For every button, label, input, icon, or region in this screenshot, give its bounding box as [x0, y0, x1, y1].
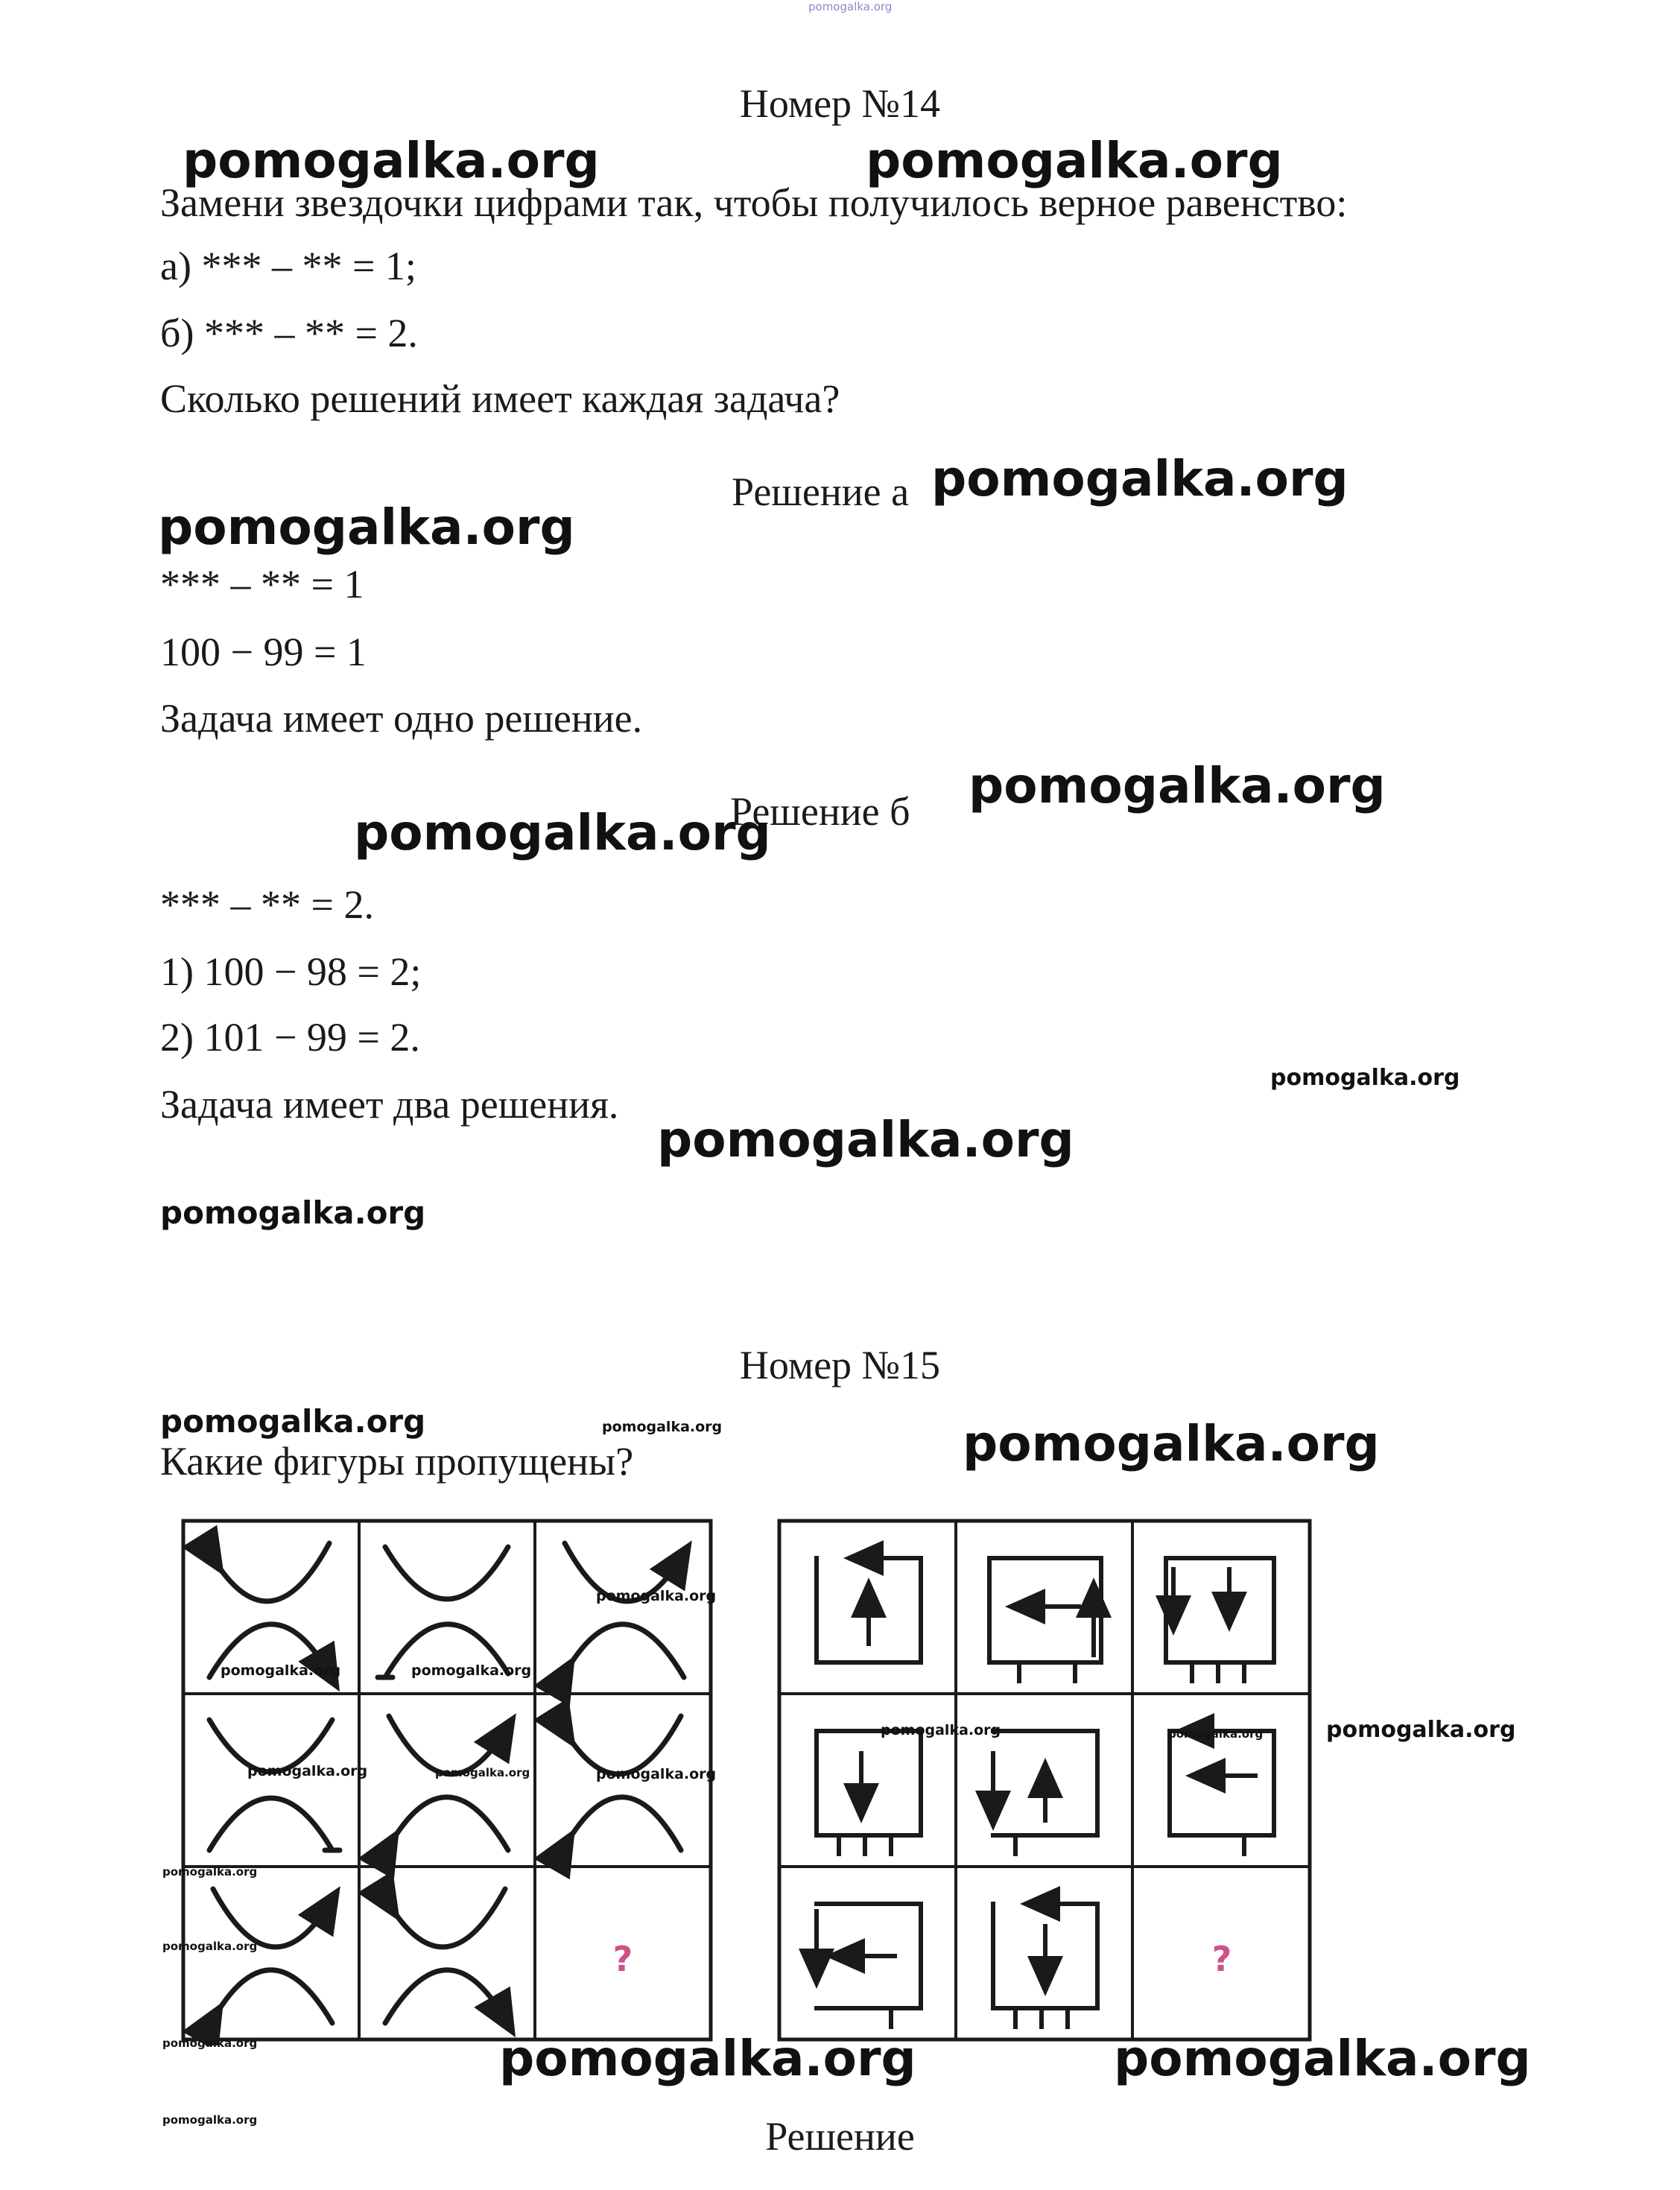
watermark-text: pomogalka.org — [866, 132, 1283, 189]
watermark-text: pomogalka.org — [183, 132, 600, 189]
solution-a-line: Задача имеет одно решение. — [160, 696, 643, 741]
watermark-text: pomogalka.org — [1168, 1727, 1264, 1741]
watermark-text: pomogalka.org — [162, 1940, 258, 1953]
squares-puzzle-grid — [775, 1516, 1315, 2045]
watermark-text: pomogalka.org — [596, 1766, 717, 1782]
arc-cell — [378, 1547, 508, 1677]
solution-b-line: *** – ** = 2. — [160, 882, 374, 927]
square-cell — [989, 1558, 1101, 1681]
square-cell — [993, 1904, 1097, 2027]
watermark-text: pomogalka.org — [162, 2036, 258, 2050]
watermark-text: pomogalka.org — [1114, 2030, 1531, 2087]
task-question: Сколько решений имеет каждая задача? — [160, 376, 840, 421]
solution-a-line: 100 − 99 = 1 — [160, 630, 367, 674]
top-watermark: pomogalka.org — [808, 0, 893, 13]
task-item-a: а) *** – ** = 1; — [160, 244, 416, 288]
square-cell — [1168, 1727, 1274, 1854]
watermark-text: pomogalka.org — [158, 499, 575, 556]
solution-a-line: *** – ** = 1 — [160, 562, 364, 607]
missing-figure-question-mark: ? — [1211, 1939, 1232, 1979]
solution-b-heading: Решение б — [730, 789, 910, 834]
watermark-text: pomogalka.org — [602, 1419, 723, 1435]
arc-cell — [565, 1716, 681, 1850]
watermark-text: pomogalka.org — [881, 1722, 1001, 1738]
solution-b-line: 1) 100 − 98 = 2; — [160, 949, 422, 994]
problem-14-heading: Номер №14 — [739, 81, 941, 126]
square-cell — [817, 1558, 921, 1662]
watermark-text: pomogalka.org — [160, 1194, 426, 1231]
watermark-text: pomogalka.org — [435, 1766, 530, 1779]
watermark-text: pomogalka.org — [1326, 1717, 1516, 1743]
watermark-text: pomogalka.org — [931, 450, 1348, 507]
problem-15-task: Какие фигуры пропущены? — [160, 1439, 634, 1484]
square-cell — [817, 1731, 921, 1854]
watermark-text: pomogalka.org — [963, 1415, 1380, 1472]
watermark-text: pomogalka.org — [596, 1588, 717, 1604]
solution-a-heading: Решение а — [732, 469, 910, 514]
square-cell — [817, 1904, 921, 2027]
watermark-text: pomogalka.org — [499, 2030, 916, 2087]
arc-cell — [209, 1543, 329, 1677]
watermark-text: pomogalka.org — [160, 1403, 426, 1440]
arc-cell — [565, 1543, 684, 1677]
watermark-text: pomogalka.org — [162, 2113, 258, 2127]
watermark-text: pomogalka.org — [162, 1865, 258, 1879]
watermark-text: pomogalka.org — [657, 1111, 1074, 1168]
square-cell — [1166, 1558, 1274, 1681]
solution-b-line: Задача имеет два решения. — [160, 1082, 619, 1127]
arc-cell — [209, 1720, 340, 1850]
arc-cell — [389, 1716, 508, 1850]
watermark-text: pomogalka.org — [411, 1662, 532, 1679]
watermark-text: pomogalka.org — [247, 1763, 368, 1779]
square-cell — [993, 1731, 1097, 1854]
missing-figure-question-mark: ? — [612, 1939, 633, 1979]
task-text: Замени звездочки цифрами так, чтобы получилось верное равенство: — [160, 180, 1348, 225]
watermark-text: pomogalka.org — [354, 804, 771, 861]
watermark-text: pomogalka.org — [1270, 1065, 1460, 1091]
arc-cell — [213, 1889, 332, 2023]
arc-cell — [385, 1889, 505, 2023]
watermark-text: pomogalka.org — [221, 1662, 341, 1679]
watermark-text: pomogalka.org — [969, 757, 1386, 814]
solution-b-line: 2) 101 − 99 = 2. — [160, 1015, 420, 1060]
problem-15-solution-heading: Решение — [765, 2114, 915, 2159]
task-item-b: б) *** – ** = 2. — [160, 311, 418, 355]
problem-15-heading: Номер №15 — [739, 1343, 941, 1387]
